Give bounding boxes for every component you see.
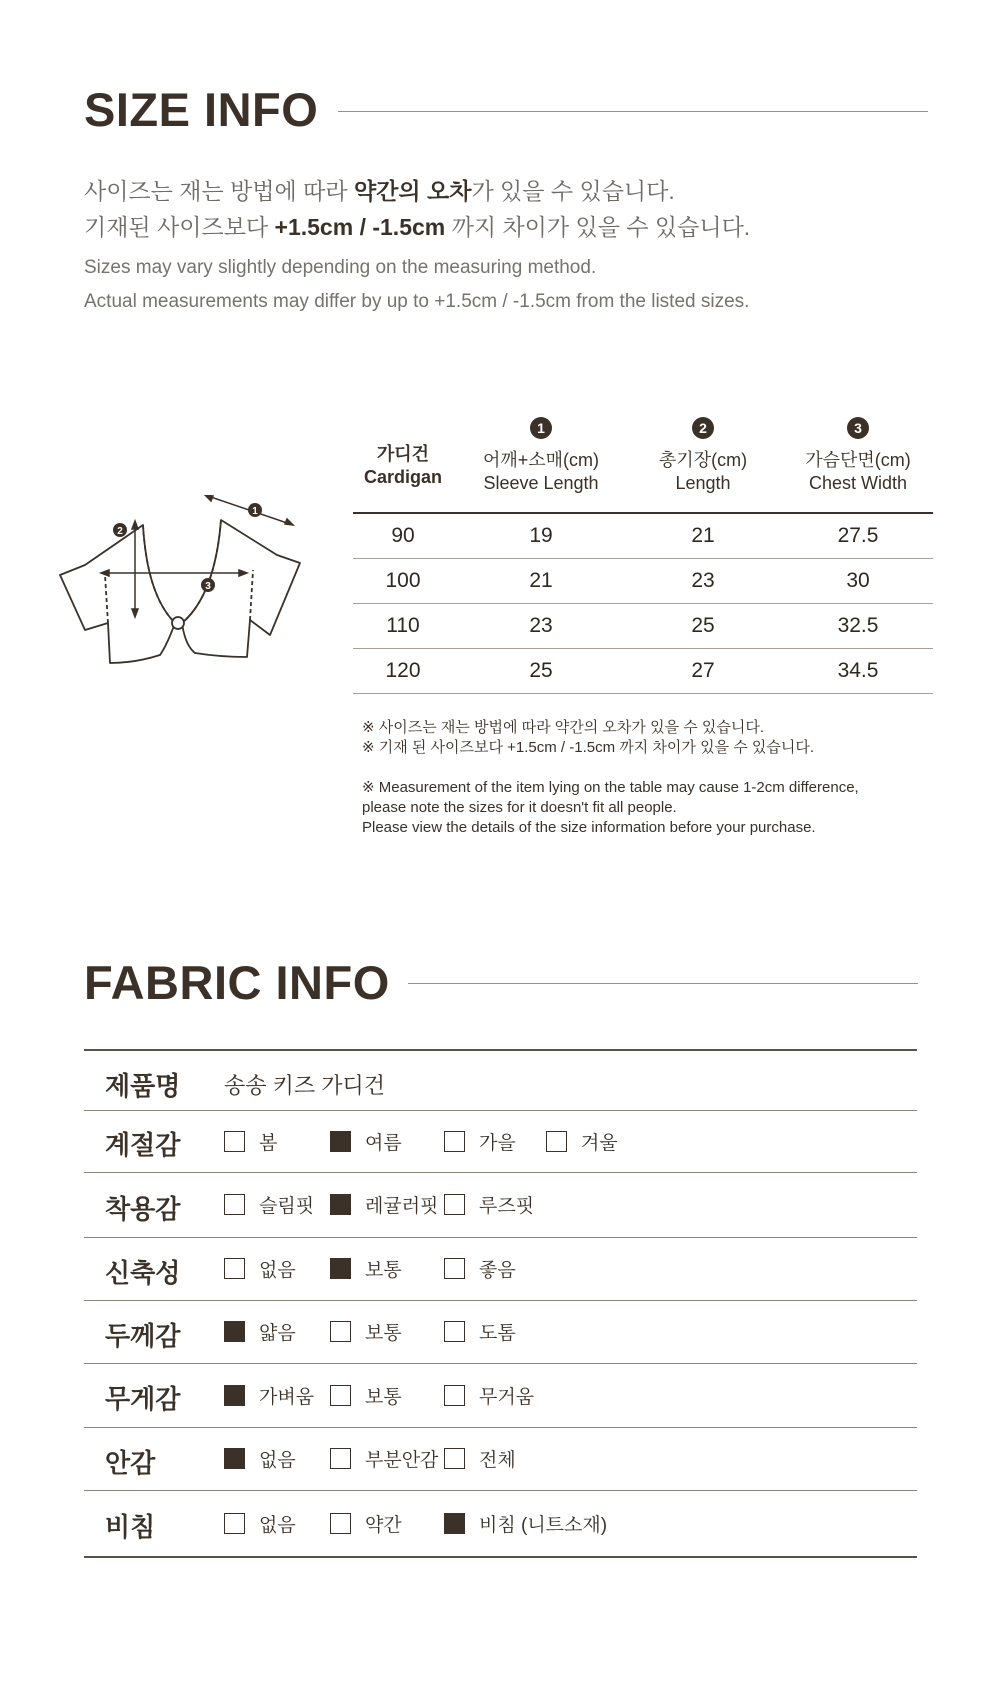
fabric-option bbox=[546, 1129, 618, 1153]
marker-2: 2 bbox=[117, 526, 123, 537]
fabric-option bbox=[330, 1257, 402, 1281]
fabric-option bbox=[444, 1383, 534, 1407]
checked-box-icon bbox=[330, 1258, 351, 1279]
fabric-option-label: 전체 bbox=[479, 1450, 516, 1471]
fabric-option-label: 여름 bbox=[365, 1132, 402, 1154]
fabric-label: 무게감 bbox=[105, 1384, 181, 1414]
table-note-kr-2: ※ 기재 된 사이즈보다 +1.5cm / -1.5cm 까지 차이가 있을 수 있습니다. bbox=[362, 739, 814, 756]
table-note-en-3: Please view the details of the size information before your purchase. bbox=[362, 819, 816, 836]
fabric-row-divider bbox=[84, 1172, 917, 1173]
fabric-option-label: 없음 bbox=[259, 1450, 296, 1471]
unchecked-box-icon bbox=[224, 1258, 245, 1279]
fabric-label: 두께감 bbox=[105, 1320, 181, 1351]
fabric-table-bottom-rule bbox=[84, 1556, 917, 1558]
product-name-label: 제품명 bbox=[105, 1071, 181, 1101]
unchecked-box-icon bbox=[224, 1131, 245, 1152]
fabric-label: 신축성 bbox=[105, 1257, 181, 1288]
fabric-option bbox=[444, 1447, 516, 1471]
fabric-option bbox=[224, 1511, 296, 1535]
fabric-row-divider bbox=[84, 1363, 917, 1364]
fabric-info-title: FABRIC INFO bbox=[84, 956, 390, 1009]
fabric-option bbox=[224, 1320, 296, 1344]
marker-3-icon: 3 bbox=[847, 417, 869, 439]
fabric-option-label: 레귤러핏 bbox=[365, 1196, 439, 1217]
size-info-title: SIZE INFO bbox=[84, 83, 319, 136]
marker-1: 1 bbox=[252, 506, 258, 517]
fabric-option bbox=[330, 1193, 438, 1217]
size-note-en-2: Actual measurements may differ by up to +1.5cm / -1.5cm from the listed sizes. bbox=[84, 291, 750, 312]
checked-box-icon bbox=[444, 1513, 465, 1534]
unchecked-box-icon bbox=[330, 1385, 351, 1406]
unchecked-box-icon bbox=[444, 1258, 465, 1279]
fabric-option bbox=[224, 1383, 314, 1407]
cardigan-right-panel bbox=[182, 520, 300, 657]
unchecked-box-icon bbox=[330, 1448, 351, 1469]
marker-1-icon: 1 bbox=[530, 417, 552, 439]
fabric-info-rule bbox=[408, 983, 918, 984]
fabric-option bbox=[444, 1193, 534, 1217]
marker-3: 3 bbox=[205, 581, 211, 592]
fabric-row-divider bbox=[84, 1237, 917, 1238]
fabric-option-label: 보통 bbox=[365, 1386, 402, 1408]
fabric-option-label: 좋음 bbox=[479, 1260, 516, 1281]
table-note-kr-1: ※ 사이즈는 재는 방법에 따라 약간의 오차가 있을 수 있습니다. bbox=[362, 719, 765, 736]
header-length: 2 총기장(cm) Length bbox=[633, 405, 773, 512]
fabric-option bbox=[444, 1257, 516, 1281]
header-chest: 3 가슴단면(cm) Chest Width bbox=[783, 405, 933, 512]
unchecked-box-icon bbox=[444, 1448, 465, 1469]
table-row: 90 19 21 27.5 bbox=[353, 514, 933, 559]
fabric-option bbox=[330, 1320, 402, 1344]
product-name-value: 송송 키즈 가디건 bbox=[224, 1073, 385, 1098]
unchecked-box-icon bbox=[444, 1321, 465, 1342]
fabric-option bbox=[444, 1320, 516, 1344]
header-sleeve: 1 어깨+소매(cm) Sleeve Length bbox=[465, 405, 617, 512]
fabric-label: 착용감 bbox=[105, 1193, 181, 1224]
table-note-en-1: ※ Measurement of the item lying on the table may cause 1-2cm difference, bbox=[362, 779, 859, 796]
fabric-label: 안감 bbox=[105, 1447, 156, 1478]
checked-box-icon bbox=[330, 1194, 351, 1215]
fabric-label: 계절감 bbox=[105, 1130, 181, 1160]
header-cardigan: 가디건 Cardigan bbox=[363, 444, 442, 487]
checked-box-icon bbox=[224, 1321, 245, 1342]
fabric-option bbox=[444, 1129, 516, 1153]
fabric-option bbox=[330, 1383, 402, 1407]
size-note-en-1: Sizes may vary slightly depending on the measuring method. bbox=[84, 257, 597, 278]
fabric-option-label: 보통 bbox=[365, 1260, 402, 1281]
fabric-option-label: 없음 bbox=[259, 1260, 296, 1281]
fabric-option-label: 부분안감 bbox=[365, 1450, 439, 1471]
fabric-option bbox=[224, 1257, 296, 1281]
size-info-rule bbox=[338, 111, 928, 112]
table-row: 110 23 25 32.5 bbox=[353, 604, 933, 649]
marker-2-icon: 2 bbox=[692, 417, 714, 439]
fabric-option-label: 얇음 bbox=[259, 1323, 296, 1344]
fabric-option-label: 도톰 bbox=[479, 1323, 516, 1344]
unchecked-box-icon bbox=[444, 1385, 465, 1406]
unchecked-box-icon bbox=[330, 1321, 351, 1342]
fabric-option-label: 루즈핏 bbox=[479, 1196, 535, 1217]
fabric-option bbox=[224, 1193, 314, 1217]
fabric-option bbox=[330, 1129, 402, 1153]
fabric-option-label: 비침 (니트소재) bbox=[479, 1514, 608, 1536]
fabric-option-label: 봄 bbox=[259, 1132, 278, 1154]
fabric-option-label: 가을 bbox=[479, 1132, 516, 1154]
fabric-option-label: 슬림핏 bbox=[259, 1196, 315, 1217]
table-row: 120 25 27 34.5 bbox=[353, 649, 933, 694]
fabric-option-label: 보통 bbox=[365, 1323, 402, 1344]
fabric-row-divider bbox=[84, 1490, 917, 1491]
fabric-option-label: 약간 bbox=[365, 1514, 402, 1536]
unchecked-box-icon bbox=[546, 1131, 567, 1152]
fabric-row-divider bbox=[84, 1110, 917, 1111]
unchecked-box-icon bbox=[444, 1194, 465, 1215]
table-row: 100 21 23 30 bbox=[353, 559, 933, 604]
fabric-row-divider bbox=[84, 1427, 917, 1428]
checked-box-icon bbox=[330, 1131, 351, 1152]
unchecked-box-icon bbox=[224, 1513, 245, 1534]
cardigan-diagram bbox=[55, 495, 325, 675]
unchecked-box-icon bbox=[224, 1194, 245, 1215]
size-note-kr-2: 기재된 사이즈보다 +1.5cm / -1.5cm 까지 차이가 있을 수 있습니다. bbox=[84, 214, 751, 240]
fabric-option bbox=[444, 1511, 607, 1535]
fabric-option bbox=[330, 1511, 402, 1535]
fabric-option-label: 가벼움 bbox=[259, 1386, 315, 1408]
cardigan-left-panel bbox=[60, 525, 175, 663]
checked-box-icon bbox=[224, 1385, 245, 1406]
fabric-option bbox=[224, 1129, 277, 1153]
unchecked-box-icon bbox=[330, 1513, 351, 1534]
fabric-label: 비침 bbox=[105, 1512, 156, 1542]
fabric-option-label: 없음 bbox=[259, 1514, 296, 1536]
unchecked-box-icon bbox=[444, 1131, 465, 1152]
fabric-option-label: 겨울 bbox=[581, 1132, 618, 1154]
fabric-table-top-rule bbox=[84, 1049, 917, 1051]
size-note-kr-1: 사이즈는 재는 방법에 따라 약간의 오차가 있을 수 있습니다. bbox=[84, 178, 675, 204]
fabric-option bbox=[224, 1447, 296, 1471]
fabric-option-label: 무거움 bbox=[479, 1386, 535, 1408]
table-note-en-2: please note the sizes for it doesn't fit all people. bbox=[362, 799, 677, 816]
checked-box-icon bbox=[224, 1448, 245, 1469]
fabric-row-divider bbox=[84, 1300, 917, 1301]
button-icon bbox=[172, 617, 184, 629]
fabric-option bbox=[330, 1447, 438, 1471]
